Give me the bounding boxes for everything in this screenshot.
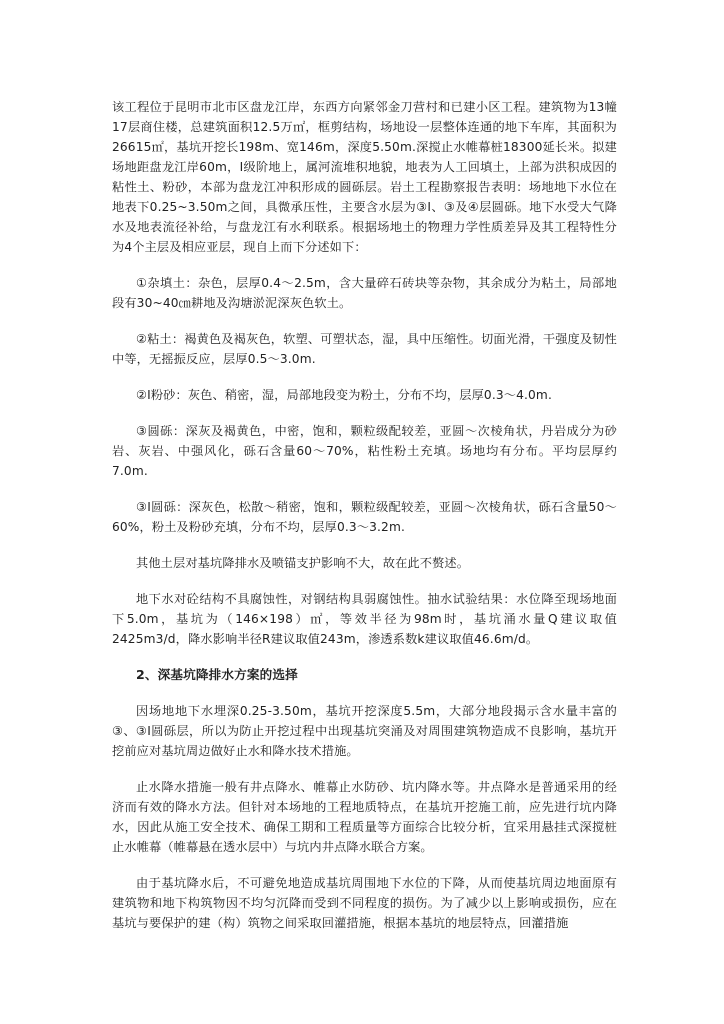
layer-1-paragraph: ①杂填土：杂色，层厚0.4～2.5m，含大量碎石砖块等杂物，其余成分为粘土，局部地段有30~40㎝耕地及沟塘淤泥深灰色软土。 <box>112 276 617 310</box>
section-2-heading: 2、深基坑降排水方案的选择 <box>136 667 298 682</box>
layer-5-paragraph: ③Ⅰ圆砾：深灰色，松散～稍密，饱和，颗粒级配较差，亚圆～次棱角状，砾石含量50～60%，粉土及粉砂充填，分布不均，层厚0.3～3.2m. <box>112 500 617 534</box>
layer-3-paragraph: ②Ⅰ粉砂：灰色、稍密，湿，局部地段变为粉土，分布不均，层厚0.3～4.0m. <box>136 388 552 402</box>
section-2-paragraph-3: 由于基坑降水后，不可避免地造成基坑周围地下水位的下降，从而使基坑周边地面原有建筑物和地下构筑物因不均匀沉降而受到不同程度的损伤。为了减少以上影响或损伤，应在基坑与要保护的建（构）筑物之间采取回灌措施，根据本基坑的地层特点，回灌措施 <box>112 876 617 930</box>
layer-4-paragraph: ③圆砾：深灰及褐黄色，中密，饱和，颗粒级配较差，亚圆～次棱角状，丹岩成分为砂岩、灰岩、中强风化，砾石含量60～70%，粘性粉土充填。场地均有分布。平均层厚约7.0m. <box>112 424 617 478</box>
other-layers-paragraph: 其他土层对基坑降排水及喷锚支护影响不大，故在此不赘述。 <box>136 556 470 570</box>
layer-2-paragraph: ②粘土：褐黄色及褐灰色，软塑、可塑状态，湿，具中压缩性。切面光滑，干强度及韧性中等，无摇振反应，层厚0.5～3.0m. <box>112 332 617 366</box>
document-page <box>112 97 617 933</box>
intro-paragraph: 该工程位于昆明市北市区盘龙江岸，东西方向紧邻金刀营村和已建小区工程。建筑物为13幢17层商住楼，总建筑面积12.5万㎡，框剪结构，场地设一层整体连通的地下车库，其面积为26615㎡，基坑开挖长198m、宽146m，深度5.50m.深搅止水帷幕桩18300延长米。拟建场地距盘龙江岸60m，Ⅰ级阶地上，属河流堆积地貌，地表为人工回填土，上部为洪积成因的粘性土、粉砂，本部为盘龙江冲积形成的圆砾层。岩土工程勘察报告表明：场地地下水位在地表下0.25~3.50m之间，具微承压性，主要含水层为③Ⅰ、③及④层圆砾。地下水受大气降水及地表流径补给，与盘龙江有水利联系。根据场地土的物理力学性质差异及其工程特性分为4个主层及相应亚层，现自上而下分述如下： <box>112 100 617 254</box>
section-2-paragraph-1: 因场地地下水埋深0.25-3.50m，基坑开挖深度5.5m，大部分地段揭示含水量丰富的③、③Ⅰ圆砾层，所以为防止开挖过程中出现基坑突涌及对周围建筑物造成不良影响，基坑开挖前应对基坑周边做好止水和降水技术措施。 <box>112 704 617 758</box>
groundwater-paragraph: 地下水对砼结构不具腐蚀性，对钢结构具弱腐蚀性。抽水试验结果：水位降至现场地面下5.0m，基坑为（146×198）㎡，等效半径为98m时，基坑涌水量Q建议取值2425m3/d，降水影响半径R建议取值243m，渗透系数k建议取值46.6m/d。 <box>112 592 617 646</box>
section-2-paragraph-2: 止水降水措施一般有井点降水、帷幕止水防砂、坑内降水等。井点降水是普通采用的经济而有效的降水方法。但针对本场地的工程地质特点，在基坑开挖施工前，应先进行坑内降水，因此从施工安全技术、确保工期和工程质量等方面综合比较分析，宜采用悬挂式深搅桩止水帷幕（帷幕悬在透水层中）与坑内井点降水联合方案。 <box>112 780 617 854</box>
